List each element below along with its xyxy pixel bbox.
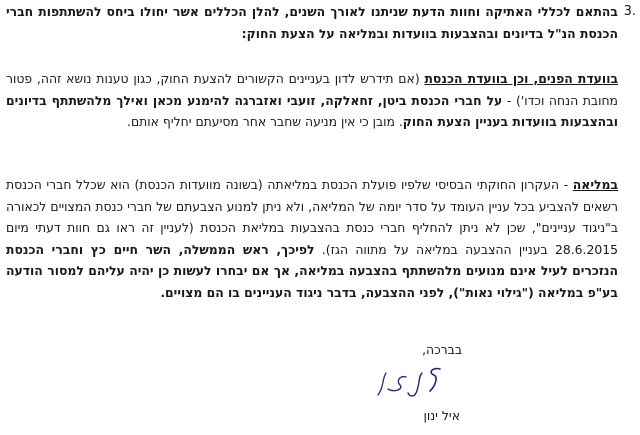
committee-paragraph [6,68,618,133]
plenum-text: - העקרון החוקתי הבסיסי שלפיו פועלת הכנסת במליאתה (בשונה מוועדות הכנסת) הוא שכלל חברי הכנסת רשאים להצביע בכל עניין העומד על סדר יומה של המליאה, ולא ניתן למנוע הצבעתם של חברי כנסת המצויים לכאורה ב"ניגוד עניינים", שכן לא ניתן להחליף חברי כנסת בהצבעות במליאת הכנסת (לעניין זה ראו גם חוות דעתי מיום 28.6.2015 בעניין ההצבעה במליאה על מתווה הגז). [6,177,618,257]
item-number: 3. [623,4,636,19]
plenum-ruling: לפיכך, ראש הממשלה, השר חיים כץ וחברי הכנסת הנזכרים לעיל אינם מנועים מלהשתתף בהצבעה במליאה, אך אם יבחרו לעשות כן יהיה עליהם למסור הודעה בע"פ במליאה ("גילוי נאות"), לפני ההצבעה, בדבר ניגוד העניינים בו הם מצויים. [6,241,618,300]
plenum-paragraph [6,174,618,304]
closing-salutation: בברכה, [422,342,462,357]
handwritten-signature [370,363,450,403]
plenum-heading: במליאה [572,177,618,192]
committee-ruling: על חברי הכנסת ביטן, זחאלקה, זועבי ואזברגה להימנע מכאן ואילך מלהשתתף בדיונים ובהצבעות בוועדות בעניין הצעת החוק [6,92,618,130]
committee-heading: בוועדת הפנים, וכן בוועדת הכנסת [424,71,618,86]
committee-text-1: (אם תידרש לדון בעניינים הקשורים להצעת החוק, כגון טענות נושא זהה, פטור מחובת הנחה וכדו') - [6,71,618,108]
intro-paragraph: בהתאם לכללי האתיקה וחוות הדעת שניתנו לאורך השנים, להלן הכללים אשר יחולו ביחס להשתתפות חברי הכנסת הנ"ל בדיונים ובהצבעות בוועדות ובמליאה על הצעת החוק: [6,4,618,41]
committee-text-2: . מובן כי אין מניעה שחבר אחר מסיעתם יחליף אותם. [127,114,403,130]
signer-name: איל ינון [423,408,460,423]
